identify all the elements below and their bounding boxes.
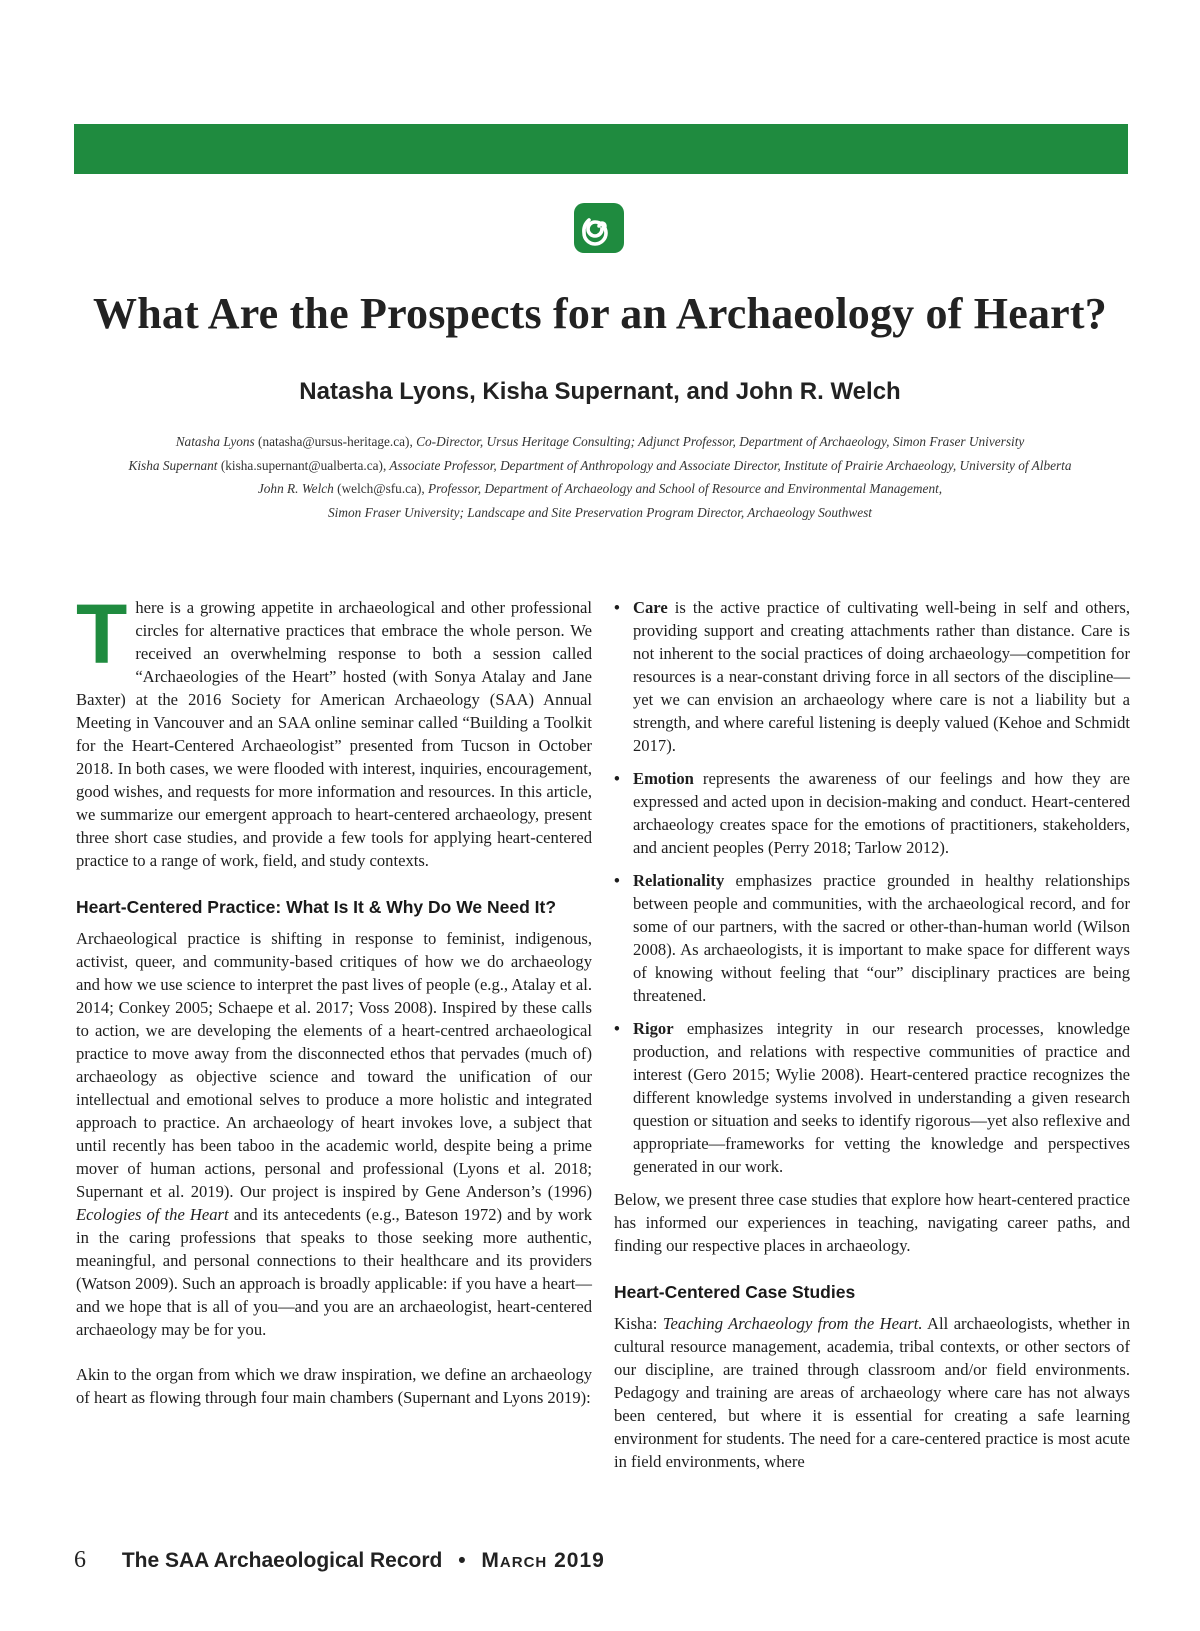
case-study-title: Teaching Archaeology from the Heart.	[662, 1314, 923, 1333]
article-authors: Natasha Lyons, Kisha Supernant, and John R. Welch	[299, 378, 901, 405]
affiliation-role: Co-Director, Ursus Heritage Consulting; Adjunct Professor, Department of Archaeology, Simon Fraser University	[416, 434, 1025, 449]
affiliation-line	[60, 501, 1140, 525]
chamber-text: emphasizes practice grounded in healthy relationships between people and communities, with the archaeological record, and for some of our partners, with the sacred or other-than-human world (Wilson 2008). As archaeologists, it is important to make space for different ways of knowing without feeling that “our” disciplinary practices are being threatened.	[633, 871, 1130, 1005]
list-item	[614, 767, 1130, 859]
chambers-intro-paragraph: Akin to the organ from which we draw inspiration, we define an archaeology of heart as flowing through four main chambers (Supernant and Lyons 2019):	[76, 1365, 592, 1407]
section-heading-heart-centered-practice: Heart-Centered Practice: What Is It & Why Do We Need It?	[76, 897, 557, 917]
page-footer	[74, 1547, 605, 1574]
affiliation-role: Associate Professor, Department of Anthropology and Associate Director, Institute of Prairie Archaeology, University of Alberta	[389, 457, 1072, 473]
spiral-icon	[573, 202, 625, 254]
chamber-text: represents the awareness of our feelings and how they are expressed and acted upon in decision-making and conduct. Heart-centered archaeology creates space for the emotions of practitioners, stakeholders, and ancient peoples (Perry 2018; Tarlow 2012).	[633, 769, 1130, 857]
section1-paragraph	[76, 927, 592, 1341]
left-column	[76, 587, 592, 1409]
list-item	[614, 869, 1130, 1007]
page-number: 6	[74, 1547, 86, 1573]
affiliation-email[interactable]: (kisha.supernant@ualberta.ca),	[220, 457, 387, 473]
section1-text: and its antecedents (e.g., Bateson 1972) and by work in the caring professions that speaks to those seeking more authentic, meaningful, and personal connections to their healthcare and its providers (Watson 2009). Such an approach is broadly applicable: if you have a heart—and we hope that is all of you—and you are an archaeologist, heart-centered archaeology may be for you.	[76, 1205, 592, 1339]
affiliation-role: Simon Fraser University; Landscape and Site Preservation Program Director, Archaeology Southwest	[328, 504, 872, 520]
chamber-term: Emotion	[633, 769, 694, 788]
affiliation-name: Natasha Lyons	[175, 434, 255, 449]
header-green-bar	[74, 124, 1128, 174]
list-item	[614, 596, 1130, 757]
affiliation-email[interactable]: (welch@sfu.ca),	[337, 481, 425, 496]
affiliation-name: John R. Welch	[257, 481, 334, 496]
drop-cap: T	[76, 587, 128, 681]
bullet-icon: •	[614, 598, 620, 617]
case-study-paragraph	[614, 1312, 1130, 1473]
article-title: What Are the Prospects for an Archaeology of Heart?	[93, 289, 1107, 338]
bullet-icon: •	[614, 769, 620, 788]
chamber-text: is the active practice of cultivating well-being in self and others, providing support and creating attachments rather than distance. Care is not inherent to the social practices of doing archaeology—competition for resources is a near-constant driving force in all sectors of the discipline—yet we can envision an archaeology where care is not a liability but a strength, and where careful listening is deeply valued (Kehoe and Schmidt 2017).	[633, 598, 1130, 755]
affiliation-line	[60, 477, 1140, 501]
section1-text: Archaeological practice is shifting in response to feminist, indigenous, activist, queer, and community-based critiques of how we do archaeology and how we use science to interpret the past lives of people (e.g., Atalay et al. 2014; Conkey 2005; Schaepe et al. 2017; Voss 2008). Inspired by these calls to action, we are developing the elements of a heart-centred archaeological practice to move away from the disconnected ethos that pervades (much of) archaeology as objective science and toward the unification of our intellectual and emotional selves to produce a more holistic and integrated approach to practice. An archaeology of heart invokes love, a subject that until recently has been taboo in the academic world, despite being a prime mover of human actions, personal and professional (Lyons et al. 2018; Supernant et al. 2019). Our project is inspired by Gene Anderson’s (1996)	[76, 929, 592, 1201]
transition-paragraph: Below, we present three case studies that explore how heart-centered practice has informed our experiences in teaching, navigating career paths, and finding our respective places in archaeology.	[614, 1190, 1130, 1255]
case-study-lead: Kisha:	[614, 1314, 658, 1333]
chamber-term: Rigor	[633, 1019, 674, 1038]
chamber-term: Relationality	[633, 871, 725, 890]
author-affiliations	[60, 430, 1140, 524]
affiliation-name: Kisha Supernant	[128, 457, 218, 473]
journal-name: The SAA Archaeological Record	[121, 1549, 443, 1572]
affiliation-line	[60, 454, 1140, 478]
footer-separator: •	[458, 1549, 466, 1572]
bullet-icon: •	[614, 871, 620, 890]
issue-date: March 2019	[481, 1549, 605, 1572]
right-column	[614, 596, 1130, 1473]
section-heading-case-studies: Heart-Centered Case Studies	[614, 1282, 856, 1302]
case-study-text: All archaeologists, whether in cultural resource management, academia, tribal contexts, or other sectors of our discipline, are trained through classroom and/or field environments. Pedagogy and training are areas of archaeology where care has not always been centered, but where it is essential for creating a safe learning environment for students. The need for a care-centered practice is most acute in field environments, where	[614, 1314, 1130, 1471]
intro-text: here is a growing appetite in archaeological and other professional circles for alternative practices that embrace the whole person. We received an overwhelming response to both a session called “Archaeologies of the Heart” hosted (with Sonya Atalay and Jane Baxter) at the 2016 Society for American Archaeology (SAA) Annual Meeting in Vancouver and an SAA online seminar called “Building a Toolkit for the Heart-Centered Archaeologist” presented from Tucson in October 2018. In both cases, we were flooded with interest, inquiries, encouragement, good wishes, and requests for more information and resources. In this article, we summarize our emergent approach to heart-centered archaeology, present three short case studies, and provide a few tools for applying heart-centered practice to a range of work, field, and study contexts.	[76, 598, 592, 870]
intro-paragraph	[76, 587, 592, 872]
affiliation-email[interactable]: (natasha@ursus-heritage.ca),	[258, 434, 413, 449]
bullet-icon: •	[614, 1019, 620, 1038]
chamber-term: Care	[633, 598, 668, 617]
chambers-list	[614, 596, 1130, 1178]
chamber-text: emphasizes integrity in our research processes, knowledge production, and relations with respective communities of practice and interest (Gero 2015; Wylie 2008). Heart-centered practice recognizes the different knowledge systems involved in understanding a given research question or situation and seeks to identify rigorous—yet also reflexive and appropriate—frameworks for vetting the knowledge and perspectives generated in our work.	[633, 1019, 1130, 1176]
book-title: Ecologies of the Heart	[76, 1205, 229, 1224]
affiliation-line	[60, 430, 1140, 454]
list-item	[614, 1017, 1130, 1178]
affiliation-role: Professor, Department of Archaeology and School of Resource and Environmental Management,	[428, 481, 943, 496]
